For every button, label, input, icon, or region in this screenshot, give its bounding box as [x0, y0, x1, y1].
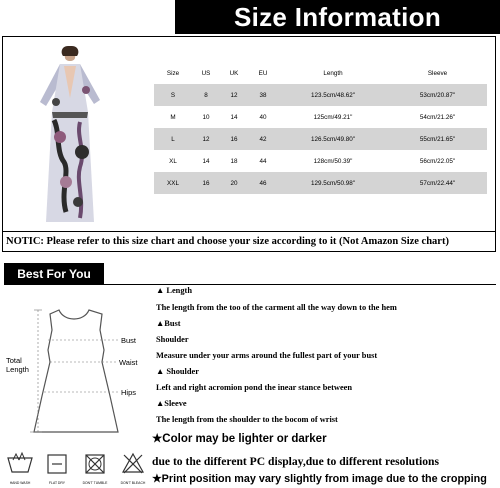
- model-product-photo: [30, 42, 110, 227]
- hand-wash-icon: [8, 453, 32, 472]
- color-note: ★Color may be lighter or darker: [152, 433, 327, 445]
- cell-size: XL: [169, 157, 177, 165]
- header-eu: EU: [258, 69, 268, 77]
- header-length: Length: [323, 69, 343, 77]
- cell-uk: 18: [230, 157, 238, 165]
- care-label-flat-dry: FLAT DRY: [48, 481, 66, 485]
- header-sleeve: Sleeve: [427, 69, 448, 77]
- length-description: The length from the too of the carment all the way down to the hem: [156, 303, 397, 312]
- cell-length: 125cm/49.21": [313, 113, 353, 121]
- cell-size: L: [154, 128, 192, 150]
- header-size: Size: [166, 69, 180, 77]
- care-label-dont-bleach: DON'T BLEACH: [120, 481, 146, 485]
- cell-sleeve: 54cm/21.26": [419, 113, 456, 121]
- bust-title: ▲Bust: [156, 319, 181, 328]
- header-uk: UK: [229, 69, 239, 77]
- cell-us: 14: [202, 157, 210, 165]
- cell-us: 10: [202, 113, 210, 121]
- table-row: [154, 150, 487, 172]
- size-information-banner: [175, 0, 500, 34]
- cell-sleeve: 55cm/21.65": [388, 128, 487, 150]
- cell-uk: 12: [220, 84, 248, 106]
- cell-eu: 44: [259, 157, 267, 165]
- cell-size: XXL: [154, 172, 192, 194]
- cell-eu: 42: [248, 128, 278, 150]
- cell-uk: 14: [230, 113, 238, 121]
- best-for-you-tab: [4, 263, 104, 285]
- banner-title: Size Information: [233, 1, 442, 32]
- bust-description: Measure under your arms around the fullest part of your bust: [156, 351, 378, 360]
- size-table: [154, 62, 487, 194]
- cell-sleeve: 57cm/22.44": [388, 172, 487, 194]
- cell-us: 16: [192, 172, 220, 194]
- cell-length: 128cm/50.39": [313, 157, 353, 165]
- cell-eu: 40: [259, 113, 267, 121]
- table-row: [154, 106, 487, 128]
- cell-us: 12: [192, 128, 220, 150]
- cell-sleeve: 56cm/22.05": [419, 157, 456, 165]
- table-row: [154, 84, 487, 106]
- cell-eu: 38: [248, 84, 278, 106]
- shoulder-title: ▲ Shoulder: [156, 367, 199, 376]
- cell-uk: 16: [220, 128, 248, 150]
- cell-sleeve: 53cm/20.87": [388, 84, 487, 106]
- cell-size: M: [170, 113, 176, 121]
- sleeve-description: The length from the shoulder to the bocom of wrist: [156, 415, 338, 424]
- care-label-hand-wash: HAND WASH: [9, 481, 31, 485]
- care-icons-row: [2, 448, 152, 488]
- sleeve-title: ▲Sleeve: [156, 399, 187, 408]
- waist-label: Waist: [119, 358, 138, 367]
- cell-length: 126.5cm/49.80": [278, 128, 388, 150]
- bust-label: Bust: [121, 336, 137, 345]
- shoulder-label: Shoulder: [156, 335, 189, 344]
- cell-us: 8: [192, 84, 220, 106]
- header-us: US: [201, 69, 211, 77]
- table-row: [154, 172, 487, 194]
- flat-dry-icon: [48, 455, 66, 473]
- table-header-row: [154, 62, 487, 84]
- care-label-dont-tumble: DON'T TUMBLE: [82, 481, 108, 485]
- size-notice: [2, 231, 496, 252]
- dress-outline: [34, 310, 118, 432]
- dress-measurement-diagram: [4, 300, 150, 448]
- cell-length: 123.5cm/48.62": [278, 84, 388, 106]
- notice-text: NOTIC: Please refer to this size chart and choose your size according to it (Not Amazon Size chart): [6, 236, 449, 247]
- do-not-tumble-dry-icon: [86, 455, 104, 473]
- hips-label: Hips: [121, 388, 137, 397]
- total-length-label-line2: Length: [6, 365, 29, 374]
- cell-size: S: [154, 84, 192, 106]
- cell-length: 129.5cm/50.98": [278, 172, 388, 194]
- do-not-bleach-icon: [123, 454, 143, 473]
- print-position-note: ★Print position may vary slightly from image due to the cropping: [152, 473, 487, 485]
- table-row: [154, 128, 487, 150]
- cell-eu: 46: [248, 172, 278, 194]
- shoulder-description: Left and right acromion pond the inear stance between: [156, 383, 353, 392]
- pc-display-note: due to the different PC display,due to different resolutions: [152, 455, 439, 468]
- section-divider: [104, 284, 496, 285]
- best-for-you-label: Best For You: [17, 267, 91, 281]
- total-length-label-line1: Total: [6, 356, 22, 365]
- cell-uk: 20: [220, 172, 248, 194]
- length-title: ▲ Length: [156, 286, 192, 295]
